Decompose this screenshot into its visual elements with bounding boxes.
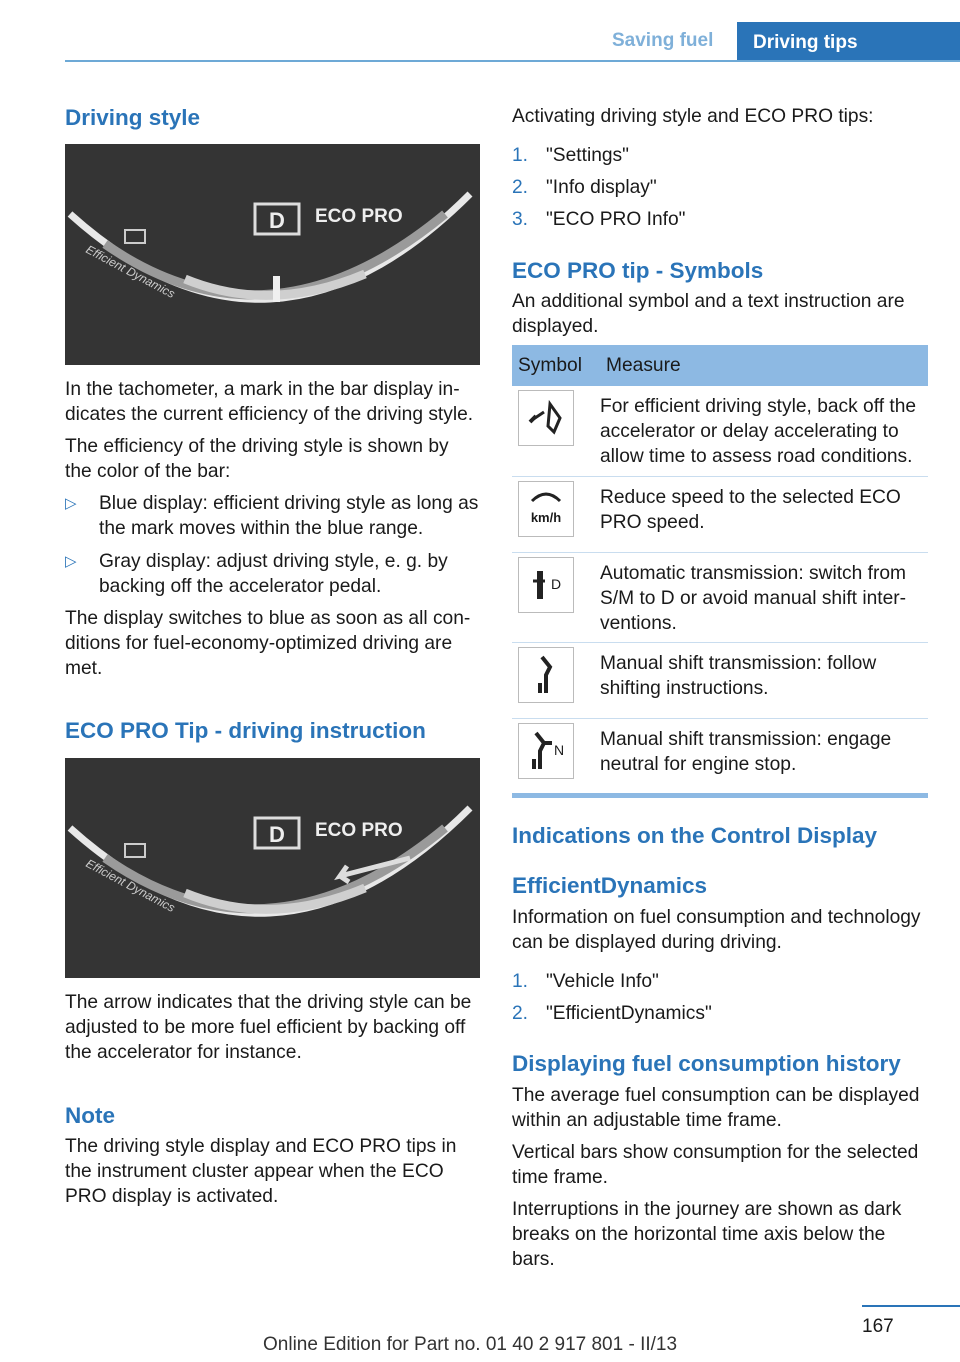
- table-row: For efficient driving style, back off the accelerator or delay accelerating to allow time to assess road conditions.: [512, 386, 928, 476]
- tachometer-display: [65, 144, 480, 365]
- eco-pro-label: ECO PRO: [315, 206, 403, 227]
- battery-icon: [125, 230, 145, 243]
- para-history-1: The average fuel consumption can be displayed within an adjustable time frame.: [512, 1085, 920, 1131]
- heading-indications: Indications on the Control Display: [512, 823, 878, 848]
- figure-driving-style: [65, 144, 480, 365]
- table-row: D Automatic transmission: switch from S/M to D or avoid manual shift interventions.: [512, 552, 928, 642]
- shift-to-d-icon: D: [518, 557, 574, 613]
- foot-off-pedal-icon: [518, 390, 574, 446]
- header-rule: [65, 60, 960, 62]
- page-number: 167: [862, 1316, 894, 1337]
- heading-driving-style: Driving style: [65, 105, 201, 130]
- header-tab: Driving tips: [737, 22, 960, 62]
- para-symbols: An additional symbol and a text instruction are displayed.: [512, 291, 905, 337]
- para-history-3: Interruptions in the journey are shown as dark breaks on the horizontal time axis below the bars.: [512, 1199, 902, 1270]
- para-info: Information on fuel consumption and technology can be displayed during driving.: [512, 907, 921, 953]
- shift-instruction-icon: [518, 647, 574, 703]
- figure-eco-tip: [65, 758, 480, 978]
- arc-label: Efficient Dynamics: [83, 856, 178, 915]
- list-item: ▷ Blue display: efficient driving style as long as the mark moves within the blue range.: [65, 493, 479, 539]
- table-row: km/h Reduce speed to the selected ECO PRO speed.: [512, 476, 928, 552]
- battery-icon: [125, 844, 145, 857]
- list-item: ▷ Gray display: adjust driving style, e. g. by backing off the accelerator pedal.: [65, 551, 448, 597]
- heading-history: Displaying fuel consumption history: [512, 1051, 901, 1076]
- para-tachometer: In the tachometer, a mark in the bar display indicates the current efficiency of the driving style.: [65, 379, 474, 425]
- para-activating: Activating driving style and ECO PRO tips:: [512, 106, 874, 127]
- arc-label: Efficient Dynamics: [83, 242, 178, 301]
- eco-pro-label: ECO PRO: [315, 820, 403, 841]
- table-end-rule: [512, 793, 928, 798]
- para-efficiency: The efficiency of the driving style is shown by the color of the bar:: [65, 436, 449, 482]
- header-section: Saving fuel: [612, 30, 714, 51]
- heading-note: Note: [65, 1103, 115, 1128]
- col-measure: Measure: [600, 345, 928, 386]
- heading-eco-tip: ECO PRO Tip - driving instruction: [65, 718, 426, 743]
- footer-rule: [862, 1305, 960, 1307]
- para-arrow: The arrow indicates that the driving style can be adjusted to be more fuel efficient by backing off the accelerator for instance.: [65, 992, 472, 1063]
- gear-label: D: [269, 208, 285, 233]
- para-display-switch: The display switches to blue as soon as all conditions for fuel-economy-optimized driving are met.: [65, 608, 471, 679]
- heading-symbols: ECO PRO tip - Symbols: [512, 258, 764, 283]
- shift-to-n-icon: N: [518, 723, 574, 779]
- tachometer-arrow-display: [65, 758, 480, 978]
- col-symbol: Symbol: [512, 345, 600, 386]
- gear-label: D: [269, 822, 285, 847]
- symbols-table: [512, 345, 928, 795]
- table-row: N Manual shift transmission: engage neutral for engine stop.: [512, 718, 928, 794]
- para-note: The driving style display and ECO PRO tips in the instrument cluster appear when the ECO PRO display is activated.: [65, 1136, 457, 1207]
- heading-efficient-dynamics: EfficientDynamics: [512, 873, 708, 898]
- table-row: Manual shift transmission: follow shifting instructions.: [512, 642, 928, 718]
- speed-kmh-icon: km/h: [518, 481, 574, 537]
- bullet-marker: ▷: [65, 553, 77, 570]
- para-history-2: Vertical bars show consumption for the selected time frame.: [512, 1142, 919, 1188]
- bullet-marker: ▷: [65, 495, 77, 512]
- edition-line: Online Edition for Part no. 01 40 2 917 801 - II/13: [263, 1334, 678, 1355]
